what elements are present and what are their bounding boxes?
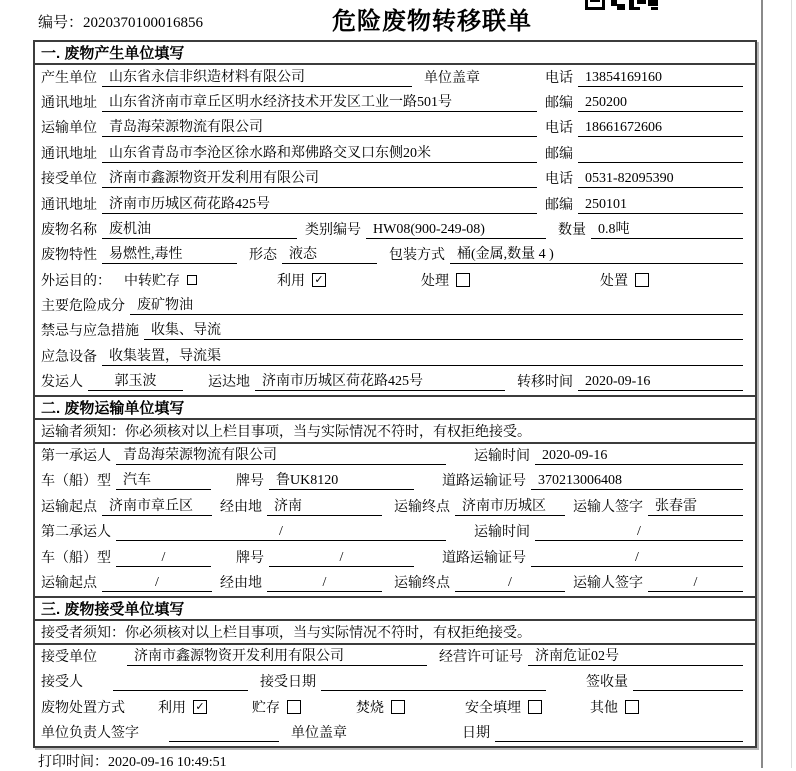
time1-label: 运输时间	[474, 449, 530, 465]
row-emergency-measures	[35, 319, 755, 344]
purpose-option-treat	[421, 270, 470, 290]
purpose-option-label: 处置	[600, 273, 628, 289]
equipment-label: 应急设备	[41, 349, 97, 365]
date-value	[495, 725, 743, 742]
shipper-value: 郭玉波	[88, 370, 183, 391]
unit-seal2-label: 单位盖章	[291, 726, 347, 742]
destination-label: 运达地	[208, 375, 250, 391]
emergency-value: 收集、导流	[144, 319, 743, 340]
carrier2-label: 第二承运人	[41, 525, 111, 541]
row-route1	[35, 494, 755, 519]
treat-checkbox	[456, 273, 470, 287]
end2-value: /	[455, 575, 565, 592]
disposal-option-label: 利用	[158, 700, 186, 716]
quantity-value: 0.8吨	[591, 218, 743, 239]
document-number: 编号：2020370100016856	[38, 15, 204, 31]
receiver-label: 接受单位	[41, 172, 97, 188]
permit1-value: 370213006408	[531, 473, 743, 490]
phone2-label: 电话	[545, 121, 573, 137]
print-time: 打印时间：2020-09-16 10:49:51	[38, 755, 227, 770]
addr2-value: 山东省青岛市李沧区徐水路和郑佛路交叉口东侧20米	[102, 142, 537, 163]
zip2-label: 邮编	[545, 146, 573, 162]
date-label: 日期	[462, 726, 490, 742]
accept-date-value	[321, 674, 546, 691]
origin2-label: 运输起点	[41, 575, 97, 591]
license-value: 济南危证02号	[528, 645, 743, 666]
row-shipper	[35, 370, 755, 395]
vehicle2-label: 车（船）型	[41, 550, 111, 566]
section2-title: 二. 废物运输单位填写	[35, 395, 755, 420]
phone3-value: 0531-82095390	[578, 171, 743, 188]
unit-seal-label: 单位盖章	[424, 70, 480, 86]
acceptor-value	[113, 674, 248, 691]
row-transporter	[35, 116, 755, 141]
form-value: 液态	[282, 243, 377, 264]
vehicle1-value: 汽车	[116, 469, 211, 490]
transfer-storage-checkbox	[187, 275, 197, 285]
permit2-label: 道路运输证号	[442, 550, 526, 566]
purpose-option-dispose	[600, 270, 649, 290]
plate1-value: 鲁UK8120	[269, 469, 414, 490]
transfer-date-label: 转移时间	[517, 375, 573, 391]
origin2-value: /	[102, 575, 212, 592]
sign1-label: 运输人签字	[573, 499, 643, 515]
section3-title: 三. 废物接受单位填写	[35, 596, 755, 621]
waste-name-label: 废物名称	[41, 222, 97, 238]
purpose-label: 外运目的：	[41, 273, 111, 289]
disposal-option-label: 安全填埋	[465, 700, 521, 716]
permit2-value: /	[531, 550, 743, 567]
carrier1-label: 第一承运人	[41, 449, 111, 465]
row-transporter-address	[35, 141, 755, 166]
zip1-label: 邮编	[545, 96, 573, 112]
received-qty-value	[633, 674, 743, 691]
time2-value: /	[535, 524, 743, 541]
zip3-value: 250101	[578, 197, 743, 214]
origin1-value: 济南市章丘区	[102, 495, 212, 516]
addr1-label: 通讯地址	[41, 96, 97, 112]
time2-label: 运输时间	[474, 525, 530, 541]
accept-date-label: 接受日期	[260, 675, 316, 691]
hazard-value: 废矿物油	[130, 294, 743, 315]
carrier1-value: 青岛海荣源物流有限公司	[116, 444, 446, 465]
addr1-value: 山东省济南市章丘区明水经济技术开发区工业一路501号	[102, 91, 537, 112]
addr3-label: 通讯地址	[41, 197, 97, 213]
packaging-value: 桶(金属,数量 4 )	[450, 243, 743, 264]
origin1-label: 运输起点	[41, 499, 97, 515]
row-waste-traits	[35, 243, 755, 268]
license-label: 经营许可证号	[439, 649, 523, 665]
disposal-option-landfill	[465, 697, 542, 717]
document-header	[0, 0, 796, 40]
disposal-option-label: 焚烧	[356, 700, 384, 716]
permit1-label: 道路运输证号	[442, 474, 526, 490]
purpose-option-transfer-storage	[124, 270, 197, 290]
purpose-option-label: 利用	[277, 273, 305, 289]
transporter-value: 青岛海荣源物流有限公司	[102, 116, 537, 137]
waste-name-value: 废机油	[102, 218, 297, 239]
zip2-value	[578, 146, 743, 163]
row-waste-name	[35, 218, 755, 243]
row-accepting-unit	[35, 645, 755, 670]
disposal-option-incinerate	[356, 697, 405, 717]
emergency-label: 禁忌与应急措施	[41, 324, 139, 340]
producer-value: 山东省永信非织造材料有限公司	[102, 66, 412, 87]
page-outer-edge	[791, 0, 792, 768]
end1-value: 济南市历城区	[455, 495, 565, 516]
row-route2	[35, 571, 755, 596]
row-vehicle1	[35, 469, 755, 494]
row-emergency-equipment	[35, 344, 755, 369]
transporter-label: 运输单位	[41, 121, 97, 137]
vehicle1-label: 车（船）型	[41, 474, 111, 490]
disposal-store-checkbox	[287, 700, 301, 714]
row-receiver	[35, 167, 755, 192]
row-hazard-component	[35, 294, 755, 319]
disposal-landfill-checkbox	[528, 700, 542, 714]
phone1-label: 电话	[545, 70, 573, 86]
accepting-unit-value: 济南市鑫源物资开发利用有限公司	[127, 645, 427, 666]
zip3-label: 邮编	[545, 197, 573, 213]
row-disposal-method	[35, 695, 755, 720]
sign1-value: 张春雷	[648, 495, 743, 516]
disposal-label: 废物处置方式	[41, 700, 125, 716]
document-title: 危险废物转移联单	[332, 8, 532, 35]
addr2-label: 通讯地址	[41, 146, 97, 162]
hazard-label: 主要危险成分	[41, 298, 125, 314]
phone2-value: 18661672606	[578, 120, 743, 137]
manager-sign-label: 单位负责人签字	[41, 726, 139, 742]
plate2-label: 牌号	[236, 550, 264, 566]
row-producer-address	[35, 91, 755, 116]
row-purpose	[35, 268, 755, 293]
addr3-value: 济南市历城区荷花路425号	[102, 193, 537, 214]
utilize-checkbox: ✓	[312, 273, 326, 287]
acceptor-label: 接受人	[41, 675, 83, 691]
transporter-notice: 运输者须知：你必须核对以上栏目事项，当与实际情况不符时，有权拒绝接受。	[35, 420, 755, 443]
quantity-label: 数量	[558, 222, 586, 238]
row-receiver-address	[35, 192, 755, 217]
packaging-label: 包装方式	[389, 248, 445, 264]
received-qty-label: 签收量	[586, 675, 628, 691]
equipment-value: 收集装置，导流渠	[102, 345, 743, 366]
manifest-form	[33, 40, 757, 748]
transfer-date-value: 2020-09-16	[578, 374, 743, 391]
sign2-value: /	[648, 575, 743, 592]
disposal-option-other	[590, 697, 639, 717]
page-right-edge	[761, 0, 763, 768]
sign2-label: 运输人签字	[573, 575, 643, 591]
via2-label: 经由地	[220, 575, 262, 591]
row-vehicle2	[35, 545, 755, 570]
traits-label: 废物特性	[41, 248, 97, 264]
end2-label: 运输终点	[394, 575, 450, 591]
producer-label: 产生单位	[41, 70, 97, 86]
disposal-option-label: 其他	[590, 700, 618, 716]
phone1-value: 13854169160	[578, 70, 743, 87]
disposal-option-store	[252, 697, 301, 717]
category-value: HW08(900-249-08)	[366, 222, 546, 239]
disposal-option-utilize	[158, 697, 207, 717]
vehicle2-value: /	[116, 550, 211, 567]
purpose-option-utilize	[277, 270, 326, 290]
disposal-option-label: 贮存	[252, 700, 280, 716]
row-first-carrier	[35, 444, 755, 469]
section1-title: 一. 废物产生单位填写	[35, 42, 755, 65]
phone3-label: 电话	[545, 172, 573, 188]
dispose-checkbox	[635, 273, 649, 287]
end1-label: 运输终点	[394, 499, 450, 515]
row-producer	[35, 65, 755, 90]
manager-sign-value	[169, 725, 279, 742]
disposal-other-checkbox	[625, 700, 639, 714]
destination-value: 济南市历城区荷花路425号	[255, 370, 505, 391]
accepting-unit-label: 接受单位	[41, 649, 97, 665]
disposal-incinerate-checkbox	[391, 700, 405, 714]
via1-value: 济南	[267, 495, 382, 516]
purpose-option-label: 处理	[421, 273, 449, 289]
plate2-value: /	[269, 550, 414, 567]
row-manager-signature	[35, 721, 755, 746]
category-label: 类别编号	[305, 222, 361, 238]
row-acceptor	[35, 670, 755, 695]
qr-code-fragment	[585, 0, 661, 11]
receiver-notice: 接受者须知：你必须核对以上栏目事项，当与实际情况不符时，有权拒绝接受。	[35, 621, 755, 644]
plate1-label: 牌号	[236, 474, 264, 490]
disposal-utilize-checkbox: ✓	[193, 700, 207, 714]
zip1-value: 250200	[578, 95, 743, 112]
time1-value: 2020-09-16	[535, 448, 743, 465]
via1-label: 经由地	[220, 499, 262, 515]
row-second-carrier	[35, 520, 755, 545]
carrier2-value: /	[116, 524, 446, 541]
form-label: 形态	[249, 248, 277, 264]
traits-value: 易燃性,毒性	[102, 243, 237, 264]
purpose-option-label: 中转贮存	[124, 273, 180, 289]
via2-value: /	[267, 575, 382, 592]
receiver-value: 济南市鑫源物资开发利用有限公司	[102, 167, 537, 188]
shipper-label: 发运人	[41, 375, 83, 391]
